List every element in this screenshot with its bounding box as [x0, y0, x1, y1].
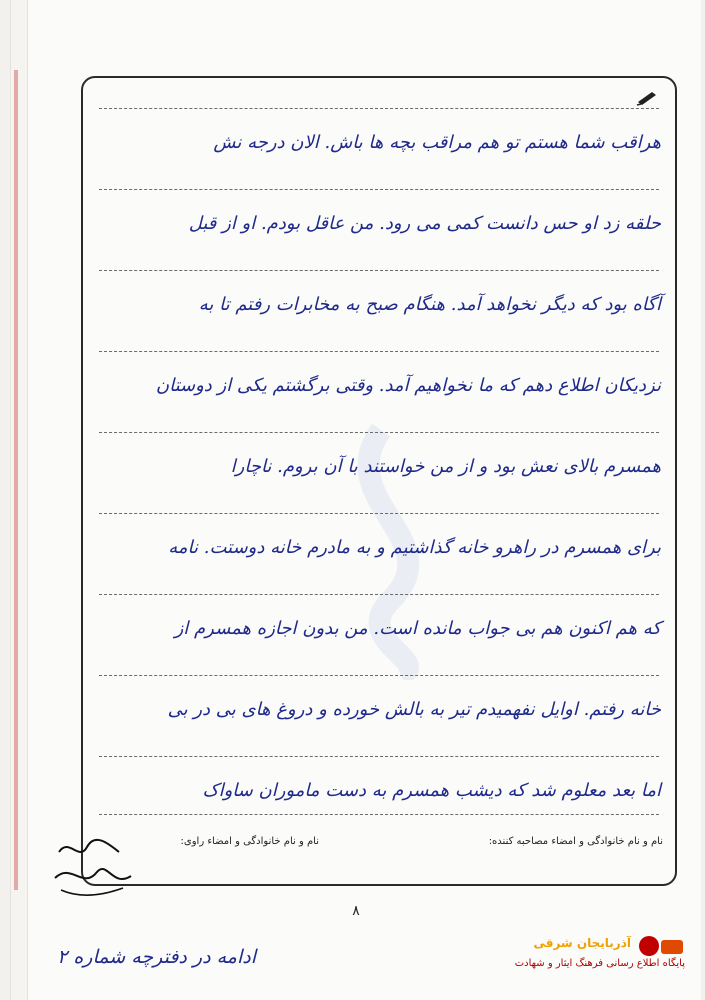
handwritten-line-2: حلقه زد او حس دانست کمی می رود. من عاقل بودم. او از قبل: [188, 213, 661, 234]
document-page: [10, 0, 701, 1000]
notebook-frame: [81, 76, 677, 886]
logo-subtitle: پایگاه اطلاع رسانی فرهنگ ایثار و شهادت: [514, 958, 685, 969]
page-number: ۸: [352, 903, 360, 919]
red-margin-stripe: [14, 70, 18, 890]
handwritten-line-9: اما بعد معلوم شد که دیشب همسرم به دست ماموران ساواک: [202, 780, 661, 801]
publisher-logo: [483, 930, 693, 992]
handwritten-line-1: هراقب شما هستم تو هم مراقب بچه ها باش. الان درجه نش: [213, 132, 661, 153]
handwritten-line-5: همسرم بالای نعش بود و از من خواستند با آن بروم. ناچارا: [230, 456, 661, 477]
signature-labels: [83, 836, 675, 866]
narrator-signature-label: نام و نام خانوادگی و امضاء راوی:: [180, 836, 319, 847]
narrator-signature: [49, 832, 137, 902]
handwritten-line-7: که هم اکنون هم بی جواب مانده است. من بدون اجازه همسرم از: [174, 618, 661, 639]
interviewer-signature-label: نام و نام خانوادگی و امضاء مصاحبه کننده:: [488, 836, 663, 847]
handwritten-line-3: آگاه بود که دیگر نخواهد آمد. هنگام صبح به مخابرات رفتم تا به: [198, 294, 661, 315]
pen-icon: [635, 88, 661, 106]
handwritten-line-6: برای همسرم در راهرو خانه گذاشتیم و به مادرم خانه دوستت. نامه: [168, 537, 661, 558]
binding-edge: [11, 0, 28, 1000]
handwritten-line-8: خانه رفتم. اوایل نفهمیدم تیر به بالش خورده و دروغ های بی در بی: [167, 699, 661, 720]
handwritten-line-4: نزدیکان اطلاع دهم که ما نخواهیم آمد. وقتی برگشتم یکی از دوستان: [155, 375, 661, 396]
continued-note: ادامه در دفترچه شماره ۲: [57, 946, 256, 968]
logo-title: آذربایجان شرقی: [533, 936, 631, 950]
